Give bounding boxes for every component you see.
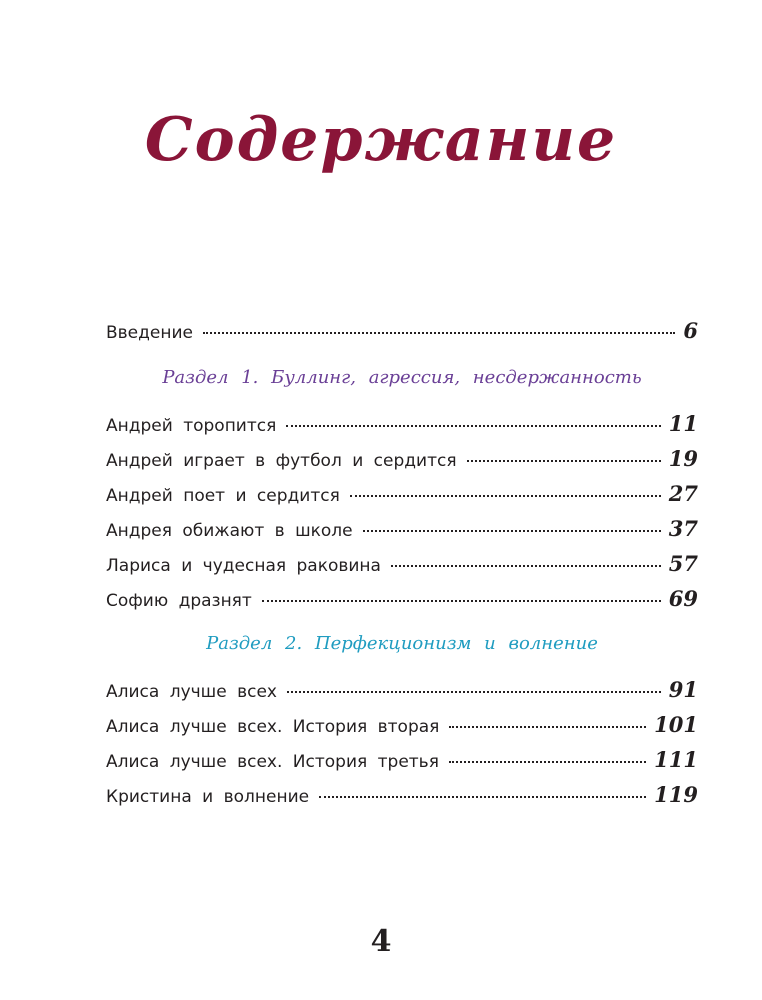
- toc-entry[interactable]: [106, 551, 698, 579]
- toc-entry-label: Андрей поет и сердится: [106, 486, 340, 506]
- dot-leader: [449, 761, 646, 763]
- toc-entry-label: Алиса лучше всех. История вторая: [106, 717, 440, 737]
- toc-entry-page: 37: [668, 516, 698, 541]
- toc-entry-page: 6: [683, 318, 698, 343]
- dot-leader: [319, 796, 646, 798]
- toc-entry[interactable]: [106, 677, 698, 705]
- toc-entry-page: 11: [668, 411, 698, 436]
- dot-leader: [287, 691, 661, 693]
- toc-entry-page: 91: [668, 677, 698, 702]
- section-1-heading: Раздел 1. Буллинг, агрессия, несдержанность: [162, 367, 642, 388]
- toc-entry-page: 57: [668, 551, 698, 576]
- dot-leader: [262, 600, 661, 602]
- toc-entry-label: Алиса лучше всех: [106, 682, 277, 702]
- toc-entry[interactable]: [106, 411, 698, 439]
- dot-leader: [363, 530, 661, 532]
- toc-entry-label: Лариса и чудесная раковина: [106, 556, 381, 576]
- toc-entry-label: Введение: [106, 323, 193, 343]
- toc-entry-page: 101: [654, 712, 698, 737]
- toc-entry[interactable]: [106, 782, 698, 810]
- toc-entry-label: Андрей играет в футбол и сердится: [106, 451, 457, 471]
- toc-entry-label: Софию дразнят: [106, 591, 252, 611]
- dot-leader: [203, 332, 675, 334]
- dot-leader: [467, 460, 661, 462]
- dot-leader: [391, 565, 661, 567]
- toc-entry[interactable]: [106, 712, 698, 740]
- toc-entry[interactable]: [106, 446, 698, 474]
- toc-entry-page: 119: [654, 782, 698, 807]
- toc-entry[interactable]: [106, 747, 698, 775]
- toc-entry-page: 69: [668, 586, 698, 611]
- dot-leader: [449, 726, 646, 728]
- toc-entry-label: Андрея обижают в школе: [106, 521, 353, 541]
- toc-entry-label: Андрей торопится: [106, 416, 277, 436]
- toc-entry[interactable]: [106, 481, 698, 509]
- toc-entry-label: Алиса лучше всех. История третья: [106, 752, 439, 772]
- toc-entry[interactable]: [106, 586, 698, 614]
- toc-entry[interactable]: [106, 516, 698, 544]
- toc-entry-introduction[interactable]: [106, 318, 698, 346]
- page-title: Содержание: [144, 105, 618, 175]
- toc-entry-page: 19: [668, 446, 698, 471]
- toc-entry-page: 27: [668, 481, 698, 506]
- dot-leader: [350, 495, 661, 497]
- page-number: 4: [370, 924, 392, 959]
- dot-leader: [286, 425, 660, 427]
- toc-entry-page: 111: [654, 747, 698, 772]
- section-2-heading: Раздел 2. Перфекционизм и волнение: [206, 633, 598, 654]
- toc-entry-label: Кристина и волнение: [106, 787, 310, 807]
